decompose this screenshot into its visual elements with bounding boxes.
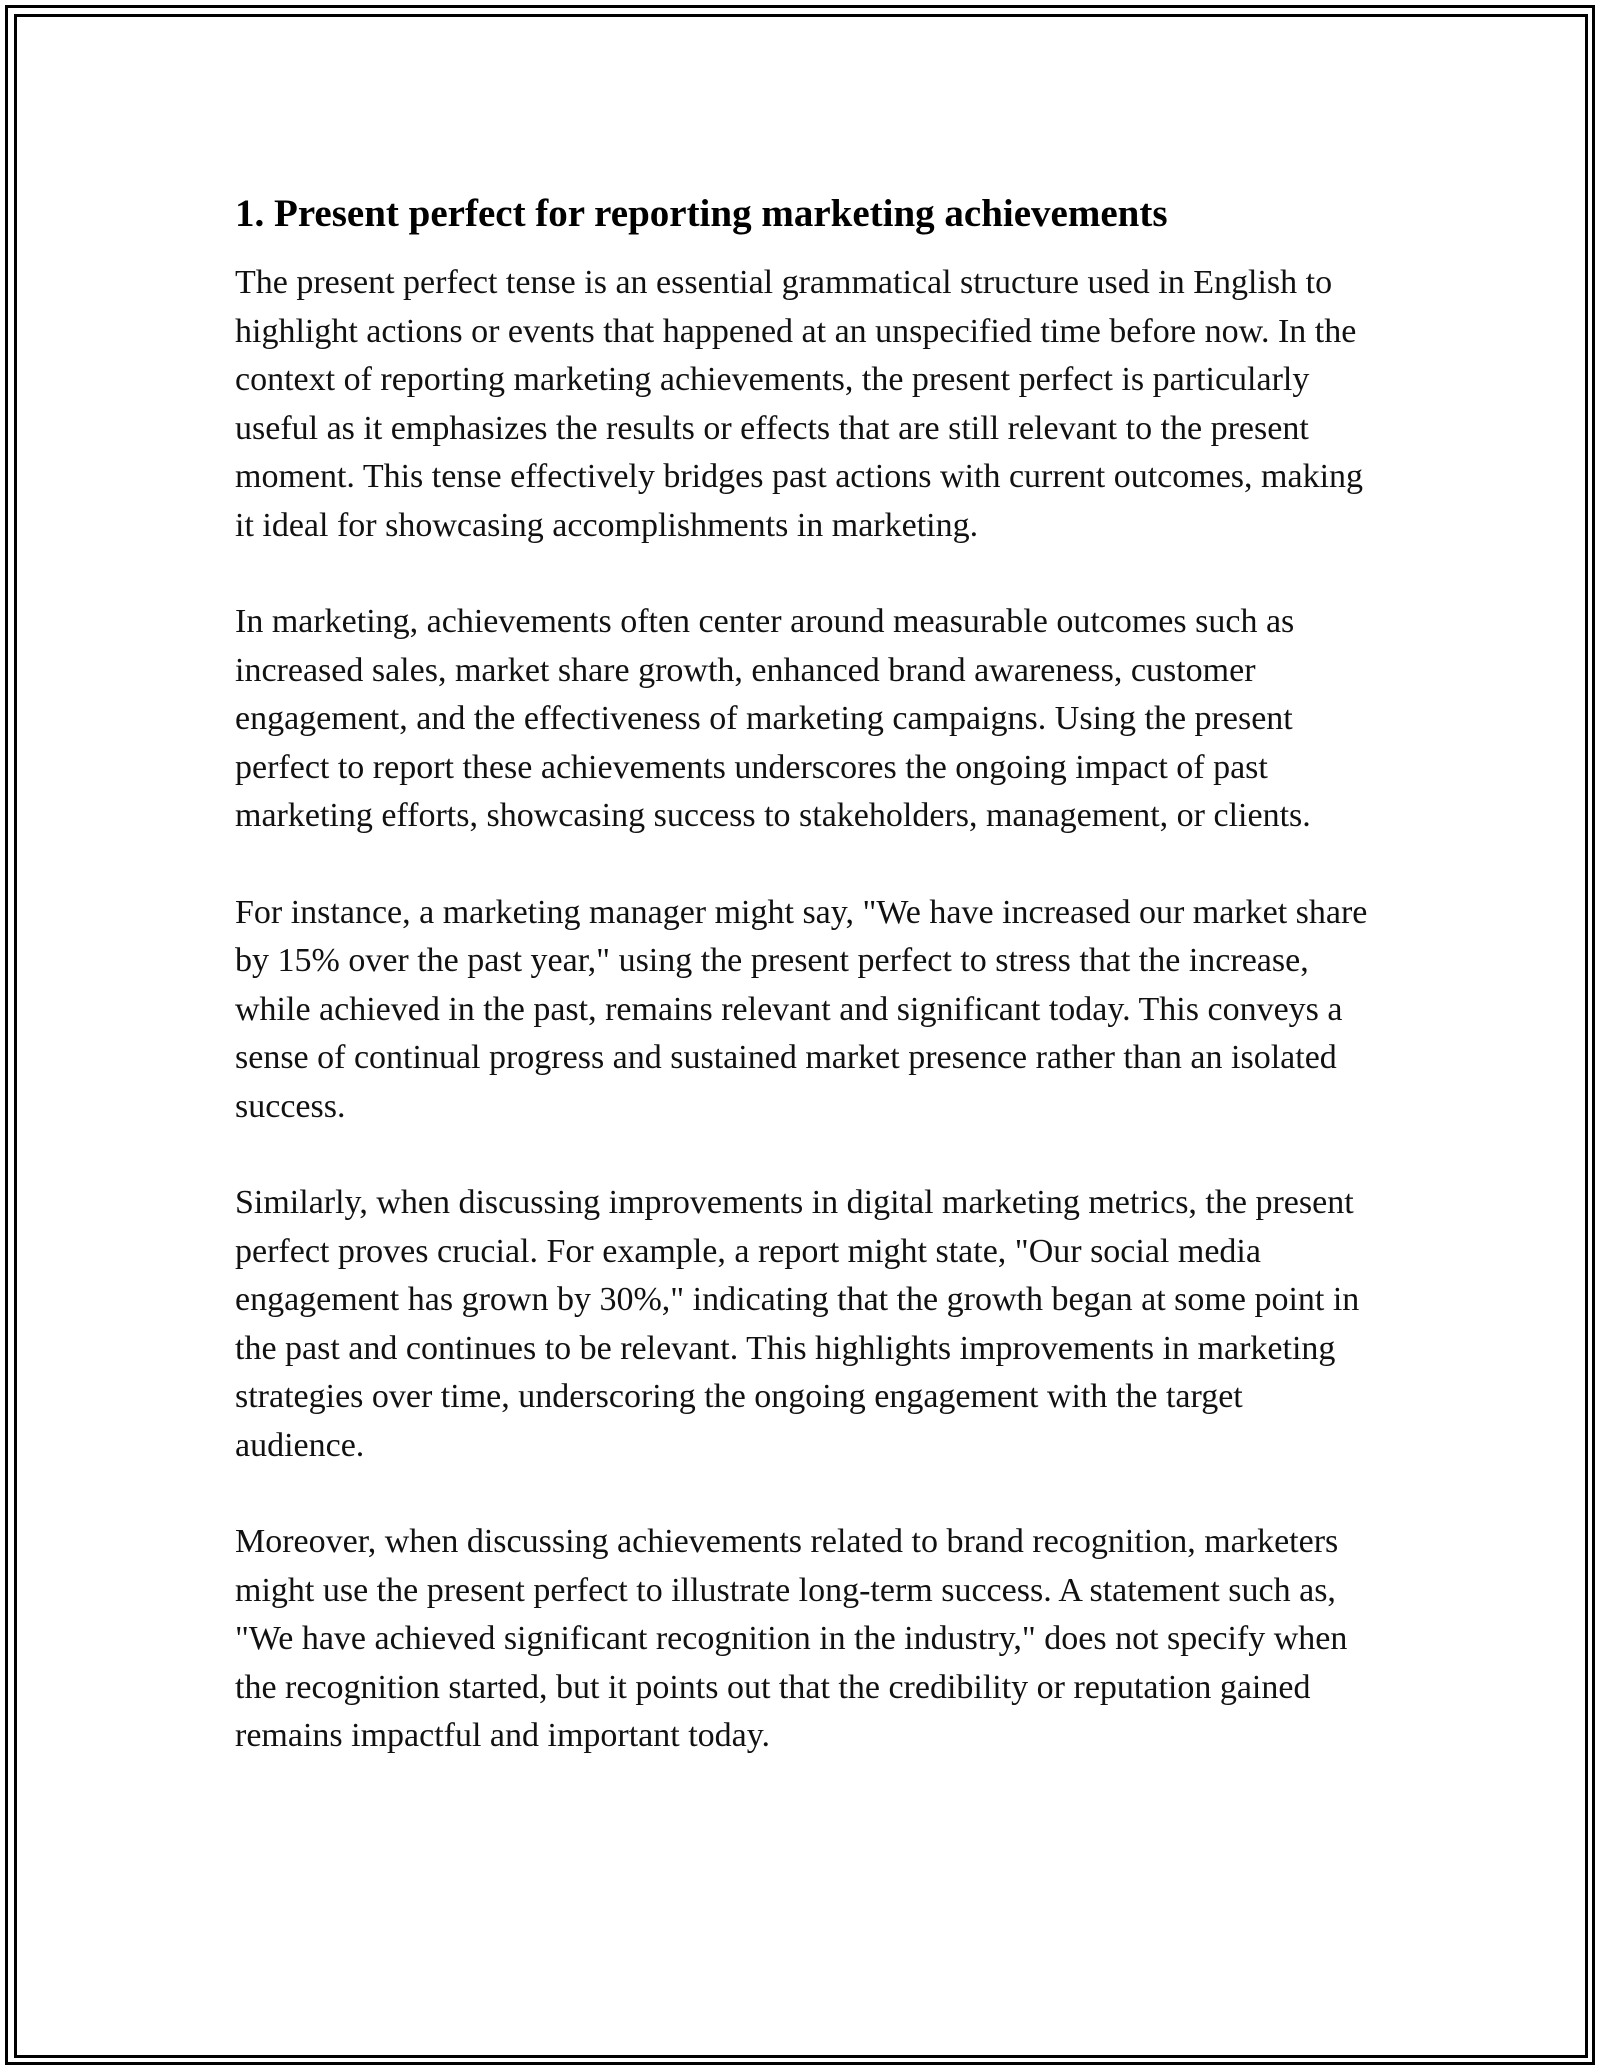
paragraph-achievements: In marketing, achievements often center around measurable outcomes such as increased sales, market share growth, enhanced brand awareness, customer engagement, and the effectiveness of marketing campaigns. Using the present perfect to report these achievements underscores the ongoing impact of past marketing efforts, showcasing success to stakeholders, management, or clients. <box>235 603 1311 834</box>
document-body <box>235 187 1375 1809</box>
paragraph-market-share-example: For instance, a marketing manager might say, "We have increased our market share by 15% over the past year," using the present perfect to stress that the increase, while achieved in the past, remains relevant and significant today. This conveys a sense of continual progress and sustained market presence rather than an isolated success. <box>235 893 1368 1125</box>
paragraph-intro: The present perfect tense is an essential grammatical structure used in English to highlight actions or events that happened at an unspecified time before now. In the context of reporting marketing achievements, the present perfect is particularly useful as it emphasizes the results or effects that are still relevant to the present moment. This tense effectively bridges past actions with current outcomes, making it ideal for showcasing accomplishments in marketing. <box>235 264 1364 544</box>
paragraph-brand-recognition: Moreover, when discussing achievements related to brand recognition, marketers might use the present perfect to illustrate long-term success. A statement such as, "We have achieved significant recognition in the industry," does not specify when the recognition started, but it points out that the credibility or reputation gained remains impactful and important today. <box>235 1523 1348 1754</box>
paragraph-digital-metrics-example: Similarly, when discussing improvements in digital marketing metrics, the present perfect proves crucial. For example, a report might state, "Our social media engagement has grown by 30%," indicating that the growth began at some point in the past and continues to be relevant. This highlights improvements in marketing strategies over time, underscoring the ongoing engagement with the target audience. <box>235 1184 1360 1464</box>
section-heading: 1. Present perfect for reporting marketing achievements <box>235 192 1168 235</box>
